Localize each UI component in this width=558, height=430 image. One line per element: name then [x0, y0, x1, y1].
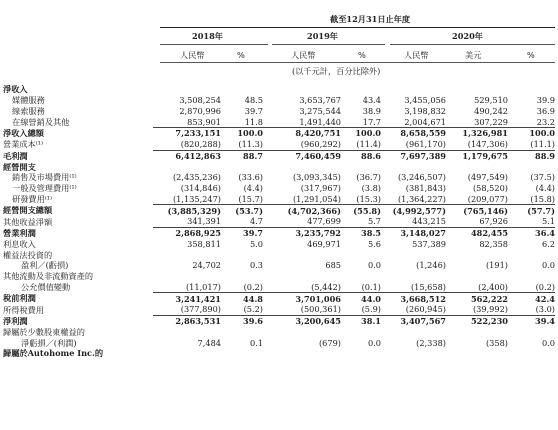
row-value: 88.7 — [221, 150, 263, 161]
row-value — [381, 348, 446, 359]
row-value: 522,230 — [446, 315, 508, 326]
table-row — [3, 139, 555, 150]
row-value — [381, 84, 446, 95]
row-label: 淨虧損／(利潤) — [21, 337, 77, 348]
row-value: 3,653,767 — [299, 95, 341, 106]
row-value: (317,967) — [300, 183, 341, 194]
row-value: (39,992) — [472, 304, 508, 315]
row-value: (11.4) — [356, 139, 381, 150]
table-row — [3, 95, 555, 106]
row-value — [341, 271, 381, 282]
row-value — [341, 161, 381, 172]
row-label: 一般及管理費用⁽¹⁾ — [12, 183, 77, 194]
row-value: (377,890) — [180, 304, 221, 315]
units-note: (以千元計，百分比除外) — [292, 66, 381, 76]
row-value: (15.3) — [356, 193, 381, 204]
table-body — [3, 84, 555, 359]
row-value — [221, 84, 263, 95]
row-value: 38.9 — [362, 105, 381, 116]
table-row — [3, 337, 555, 348]
table-row — [3, 84, 555, 95]
row-value: (2,338) — [416, 337, 446, 348]
row-value: 3,407,567 — [381, 315, 446, 326]
row-value: (679) — [318, 337, 341, 348]
table-row — [3, 260, 555, 271]
row-value: 2,868,925 — [153, 227, 221, 238]
row-value — [341, 327, 381, 338]
table-row — [3, 227, 555, 238]
row-label: 淨收入 — [3, 84, 28, 95]
row-label: 在線營銷及其他 — [12, 116, 70, 127]
row-value: 4.7 — [249, 216, 263, 227]
row-value: 8,658,559 — [381, 128, 446, 139]
row-value — [446, 348, 508, 359]
year-rule-2020 — [390, 44, 555, 45]
year-rule-2018 — [160, 44, 268, 45]
table-row — [3, 271, 555, 282]
row-value — [341, 84, 381, 95]
table-row — [3, 116, 555, 127]
row-value: 44.0 — [341, 293, 381, 304]
row-value — [381, 327, 446, 338]
row-value: 490,242 — [474, 105, 508, 116]
row-value — [508, 271, 555, 282]
table-row — [3, 106, 555, 117]
row-value — [263, 84, 341, 95]
row-value: (11.3) — [238, 139, 263, 150]
row-value: (0.1) — [361, 281, 381, 292]
row-value: 2,870,996 — [179, 105, 221, 116]
row-value — [446, 161, 508, 172]
row-value: 48.5 — [244, 95, 263, 106]
row-value: 5.6 — [367, 238, 381, 249]
row-value: (0.2) — [243, 281, 263, 292]
row-value: (2,400) — [478, 281, 508, 292]
row-value: 17.7 — [362, 116, 381, 127]
row-value: (0.2) — [535, 281, 555, 292]
table-row — [3, 205, 555, 216]
row-value: 6.2 — [541, 238, 555, 249]
row-value: 1,179,675 — [446, 150, 508, 161]
row-value: 7,484 — [197, 337, 221, 348]
pct-2018: % — [237, 50, 245, 60]
row-value: 6,412,863 — [153, 150, 221, 161]
row-label: 稅前利潤 — [3, 293, 36, 304]
row-value — [381, 161, 446, 172]
row-value — [341, 249, 381, 260]
year-rule-2019 — [272, 44, 385, 45]
row-value: 307,229 — [474, 116, 508, 127]
row-value: (4.4) — [243, 183, 263, 194]
row-label: 銷售及市場費用⁽¹⁾ — [12, 172, 77, 183]
row-label: 權益法投資的 — [3, 249, 53, 260]
currency-rule — [160, 62, 555, 63]
row-value: (5,442) — [311, 281, 341, 292]
row-value: (4,992,577) — [381, 205, 446, 216]
row-value: 0.0 — [541, 260, 555, 271]
row-value: (191) — [485, 260, 508, 271]
row-value: (765,146) — [446, 205, 508, 216]
row-value — [508, 327, 555, 338]
year-2020: 2020年 — [452, 31, 483, 41]
row-value: 7,697,389 — [381, 150, 446, 161]
table-row — [3, 216, 555, 227]
row-value: 3,668,512 — [381, 293, 446, 304]
row-value: (37.5) — [530, 172, 555, 183]
row-value: 3,241,421 — [153, 293, 221, 304]
row-value: 3,198,832 — [404, 105, 446, 116]
row-value: 39.9 — [536, 95, 555, 106]
row-value — [508, 161, 555, 172]
row-value: (820,288) — [180, 139, 221, 150]
row-value — [221, 161, 263, 172]
row-value: 44.8 — [221, 293, 263, 304]
row-value — [221, 327, 263, 338]
row-value: 39.6 — [221, 315, 263, 326]
row-value — [153, 161, 221, 172]
row-value — [446, 249, 508, 260]
table-row — [3, 327, 555, 338]
row-value: 38.1 — [341, 315, 381, 326]
row-value: (1,291,054) — [292, 193, 341, 204]
row-value: 529,510 — [474, 95, 508, 106]
row-value: 8,420,751 — [263, 128, 341, 139]
row-value: 1,491,440 — [299, 116, 341, 127]
row-label: 公允價值變動 — [21, 282, 71, 293]
row-value: 562,222 — [446, 293, 508, 304]
table-row — [3, 239, 555, 250]
row-label: 媒體服務 — [12, 95, 45, 106]
row-value: 24,702 — [192, 260, 221, 271]
row-label: 研發費用⁽¹⁾ — [12, 194, 53, 205]
row-value: 38.5 — [341, 227, 381, 238]
row-value: 0.3 — [249, 260, 263, 271]
row-value — [341, 348, 381, 359]
row-value — [508, 249, 555, 260]
row-value — [381, 271, 446, 282]
row-value: (3,093,345) — [292, 172, 341, 183]
row-value: 685 — [325, 260, 341, 271]
row-label: 盈利／(虧損) — [21, 260, 69, 271]
row-value: (4,702,366) — [263, 205, 341, 216]
table-row — [3, 150, 555, 161]
row-label: 歸屬於Autohome Inc.的 — [3, 348, 104, 359]
row-value: (36.7) — [356, 172, 381, 183]
row-value: 482,455 — [446, 227, 508, 238]
row-value: 1,326,981 — [446, 128, 508, 139]
row-value: 5.7 — [367, 216, 381, 227]
row-label: 經營開支 — [3, 161, 36, 172]
row-value: (4.4) — [535, 183, 555, 194]
year-2018: 2018年 — [192, 31, 223, 41]
row-value: (3.8) — [361, 183, 381, 194]
row-value: 23.2 — [536, 116, 555, 127]
row-value: (358) — [485, 337, 508, 348]
row-label: 歸屬於少數股東權益的 — [3, 326, 85, 337]
row-value: 36.9 — [536, 105, 555, 116]
row-value: 2,004,671 — [404, 116, 446, 127]
row-value: 100.0 — [341, 128, 381, 139]
table-row — [3, 249, 555, 260]
row-value: 3,200,645 — [263, 315, 341, 326]
row-value: 477,699 — [307, 216, 341, 227]
row-value: (15,658) — [410, 281, 446, 292]
table-row — [3, 183, 555, 194]
row-value: (3,885,329) — [153, 205, 221, 216]
row-value: (57.7) — [508, 205, 555, 216]
table-row — [3, 194, 555, 205]
row-value: 11.8 — [244, 116, 263, 127]
row-value: 100.0 — [221, 128, 263, 139]
row-value: 853,901 — [187, 116, 221, 127]
row-label: 其他流動及非流動資產的 — [3, 271, 94, 282]
row-value: (960,292) — [300, 139, 341, 150]
row-value — [508, 348, 555, 359]
row-label: 線索服務 — [12, 105, 45, 116]
currency-2018: 人民幣 — [180, 50, 205, 60]
row-value: 39.4 — [508, 315, 555, 326]
row-value: 0.0 — [367, 337, 381, 348]
row-value: 7,233,151 — [153, 128, 221, 139]
row-value: 3,275,544 — [299, 105, 341, 116]
row-label: 毛利潤 — [3, 150, 28, 161]
table-row — [3, 161, 555, 172]
period-rule — [160, 27, 555, 28]
row-value: 5.0 — [249, 238, 263, 249]
row-label: 營業利潤 — [3, 227, 36, 238]
row-value — [381, 249, 446, 260]
row-label: 營業成本⁽¹⁾ — [3, 139, 44, 150]
table-row — [3, 282, 555, 293]
row-value — [508, 84, 555, 95]
row-value: 88.9 — [508, 150, 555, 161]
row-value — [446, 271, 508, 282]
row-value: (5.9) — [361, 304, 381, 315]
row-label: 經營開支總額 — [3, 205, 53, 216]
row-value: 100.0 — [508, 128, 555, 139]
row-label: 淨利潤 — [3, 315, 28, 326]
row-value: (33.6) — [238, 172, 263, 183]
row-value: 5.1 — [541, 216, 555, 227]
row-value: 3,455,056 — [404, 95, 446, 106]
row-value: (961,170) — [405, 139, 446, 150]
row-value: (260,945) — [405, 304, 446, 315]
row-label: 其他收益淨額 — [3, 216, 53, 227]
row-value: 2,863,531 — [153, 315, 221, 326]
row-value: (3.0) — [535, 304, 555, 315]
row-value: 39.7 — [244, 105, 263, 116]
row-value: (11,017) — [185, 281, 221, 292]
row-value: 39.7 — [221, 227, 263, 238]
table-row — [3, 348, 555, 359]
pct-2019: % — [358, 50, 366, 60]
row-value: 7,460,459 — [263, 150, 341, 161]
row-value: (3,246,507) — [397, 172, 446, 183]
table-row — [3, 293, 555, 304]
period-header: 截至12月31日止年度 — [330, 14, 411, 24]
row-value: 3,508,254 — [179, 95, 221, 106]
row-value: (314,846) — [180, 183, 221, 194]
row-value: (15.8) — [530, 193, 555, 204]
row-value — [446, 327, 508, 338]
currency-2019: 人民幣 — [291, 50, 316, 60]
row-value — [263, 161, 341, 172]
pct-2020: % — [527, 50, 535, 60]
row-value: 42.4 — [508, 293, 555, 304]
row-value: (58,520) — [472, 183, 508, 194]
row-value: (53.7) — [221, 205, 263, 216]
row-value: (15.7) — [238, 193, 263, 204]
row-value: (381,843) — [405, 183, 446, 194]
row-value — [263, 271, 341, 282]
row-value: (497,549) — [467, 172, 508, 183]
row-value: (5.2) — [243, 304, 263, 315]
row-value: (2,435,236) — [172, 172, 221, 183]
row-value — [446, 84, 508, 95]
row-value: 36.4 — [508, 227, 555, 238]
currency-usd: 美元 — [465, 50, 482, 60]
row-value: 3,701,006 — [263, 293, 341, 304]
row-label: 淨收入總額 — [3, 128, 44, 139]
row-value: 469,971 — [307, 238, 341, 249]
row-value — [221, 249, 263, 260]
row-value: 537,389 — [412, 238, 446, 249]
table-row — [3, 172, 555, 183]
row-value — [263, 327, 341, 338]
row-value — [153, 84, 221, 95]
row-value — [221, 348, 263, 359]
row-value: 3,235,792 — [263, 227, 341, 238]
row-value: 67,926 — [479, 216, 508, 227]
row-value: (55.8) — [341, 205, 381, 216]
row-value — [153, 249, 221, 260]
row-value — [153, 327, 221, 338]
currency-2020: 人民幣 — [404, 50, 429, 60]
table-row — [3, 128, 555, 139]
row-value: 0.0 — [541, 337, 555, 348]
row-value — [153, 271, 221, 282]
row-value: 443,215 — [412, 216, 446, 227]
row-value: (11.1) — [530, 139, 555, 150]
row-value — [263, 249, 341, 260]
table-row — [3, 304, 555, 315]
income-statement-table — [3, 84, 555, 359]
row-value: (1,135,247) — [172, 193, 221, 204]
row-value: 358,811 — [187, 238, 221, 249]
year-2019: 2019年 — [307, 31, 338, 41]
row-value: (147,306) — [467, 139, 508, 150]
row-value: 0.0 — [367, 260, 381, 271]
row-value: 43.4 — [362, 95, 381, 106]
row-label: 利息收入 — [3, 238, 36, 249]
row-value: 3,148,027 — [381, 227, 446, 238]
row-value: (1,246) — [416, 260, 446, 271]
table-row — [3, 315, 555, 326]
row-label: 所得稅費用 — [3, 304, 44, 315]
row-value: (1,364,227) — [397, 193, 446, 204]
row-value — [263, 348, 341, 359]
row-value: (500,361) — [300, 304, 341, 315]
row-value: 0.1 — [249, 337, 263, 348]
row-value — [221, 271, 263, 282]
row-value — [153, 348, 221, 359]
row-value: 341,391 — [187, 216, 221, 227]
row-value: 82,358 — [479, 238, 508, 249]
row-value: 88.6 — [341, 150, 381, 161]
row-value: (209,077) — [467, 193, 508, 204]
